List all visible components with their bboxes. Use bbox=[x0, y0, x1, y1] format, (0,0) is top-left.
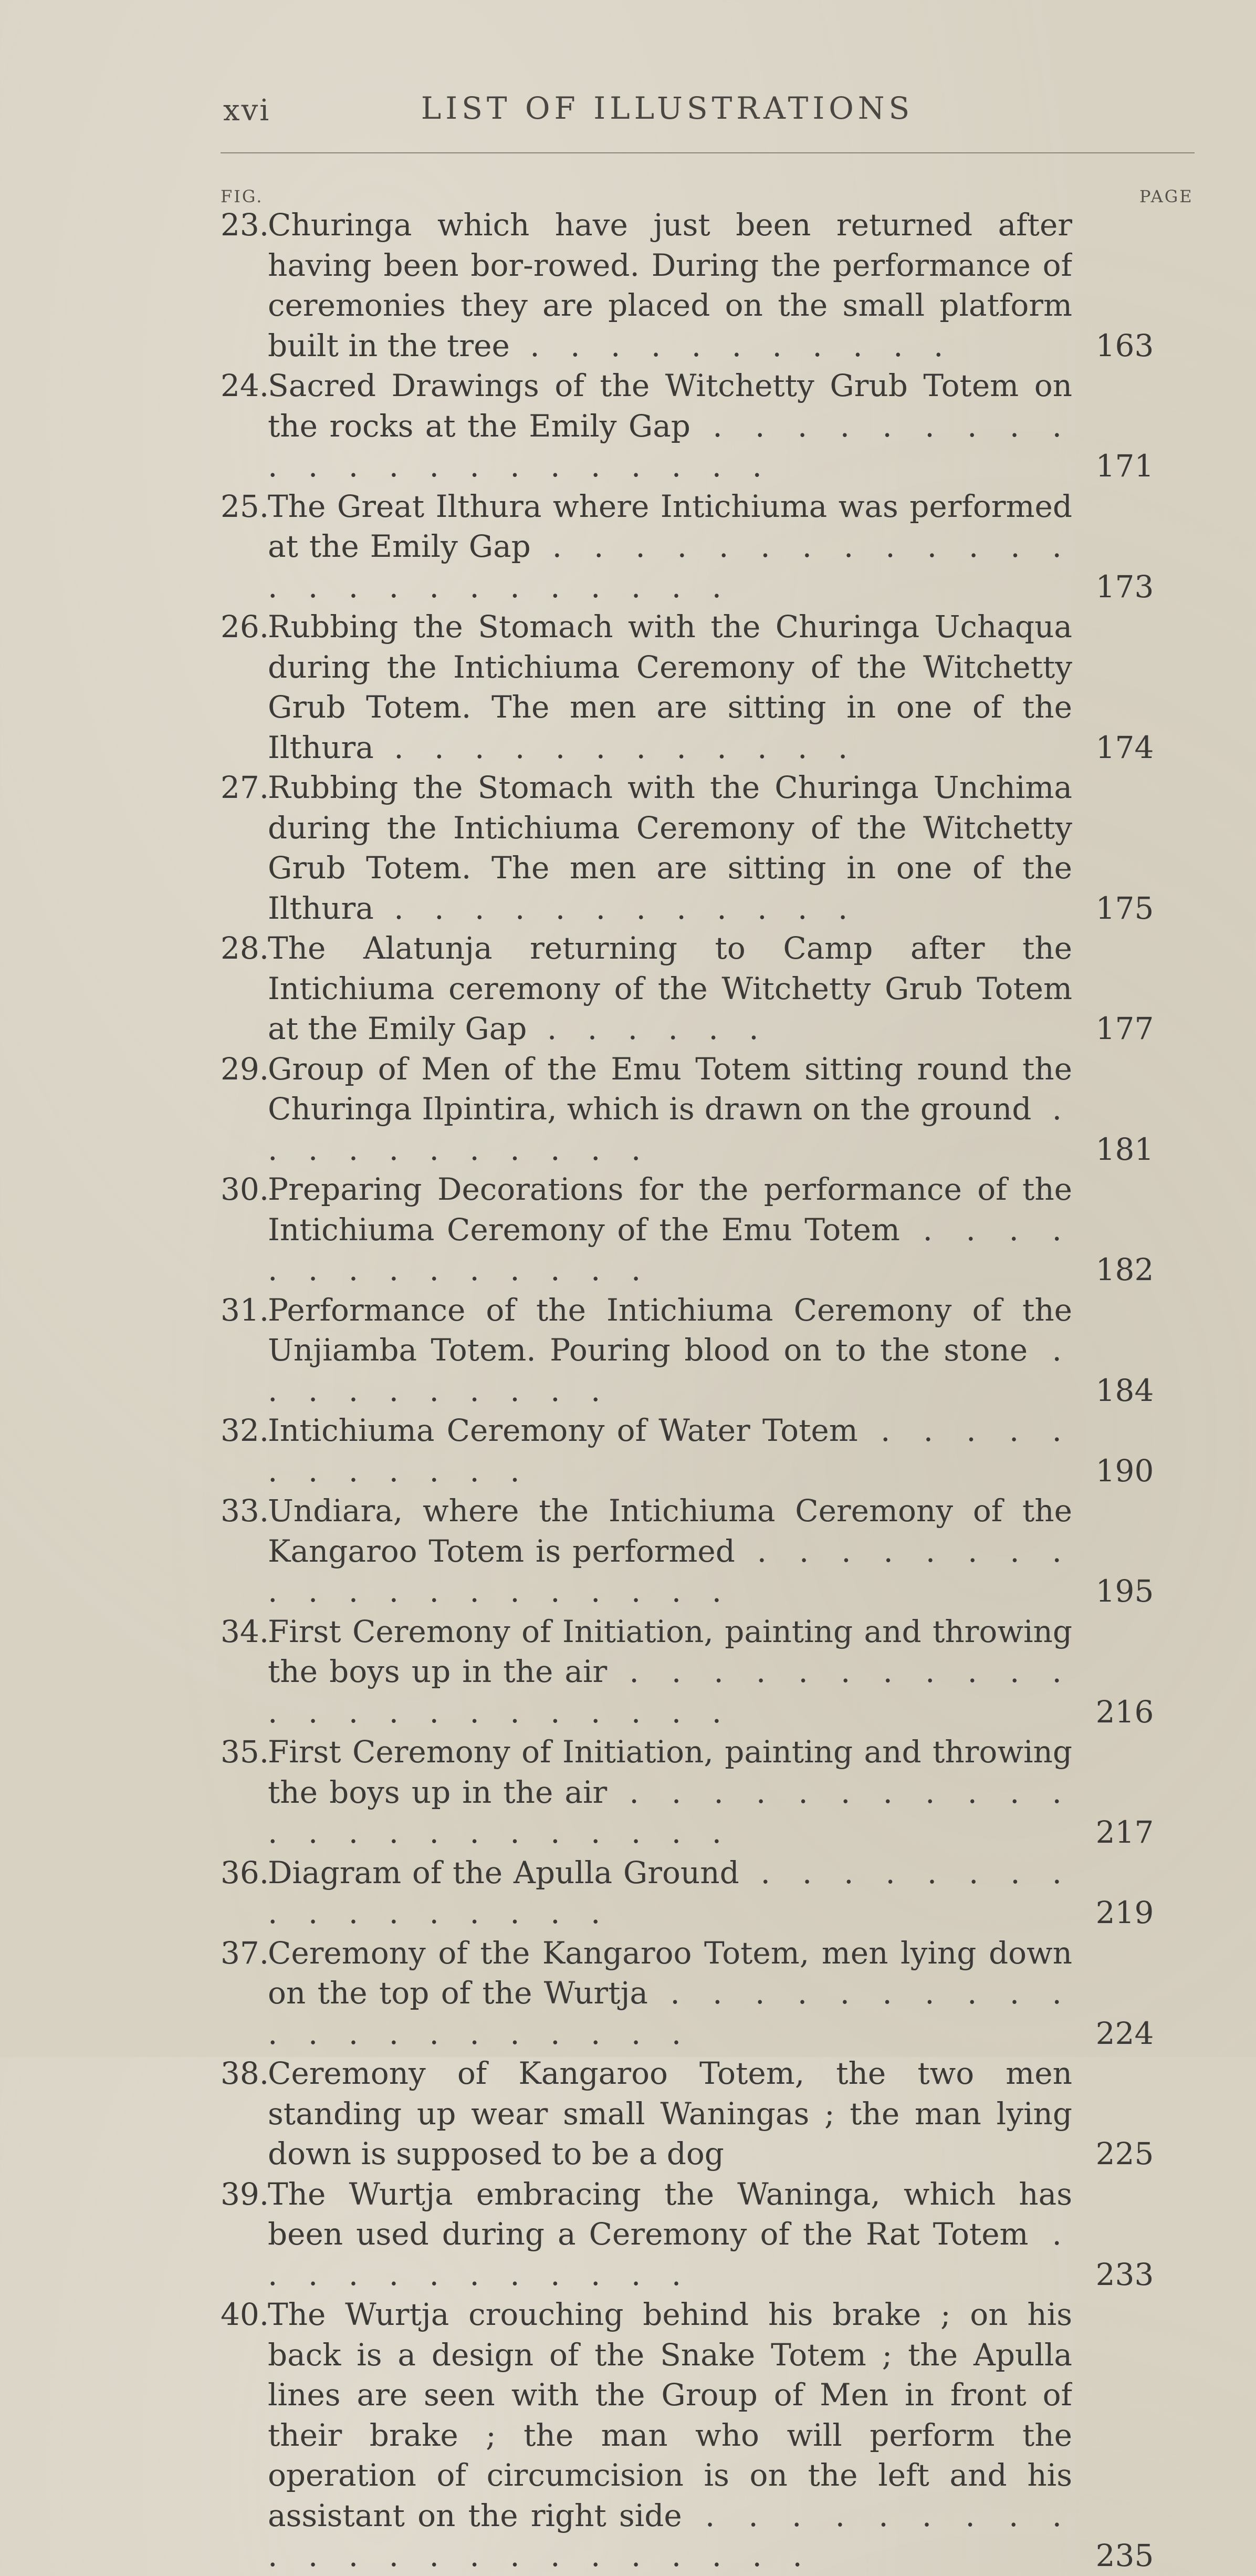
figure-caption: Diagram of the Apulla Ground . . . . . . . . . . . . . . . . . bbox=[268, 1854, 1072, 1930]
figure-number: 27. bbox=[221, 770, 269, 805]
list-item bbox=[221, 607, 1213, 767]
list-item bbox=[221, 1612, 1213, 1732]
figure-caption: Ceremony of the Kangaroo Totem, men lying down on the top of the Wurtja . . . . . . . . . . . . . . . . . . . . . bbox=[268, 1935, 1072, 2051]
list-item bbox=[221, 366, 1213, 486]
page-ref: 219 bbox=[1095, 1895, 1154, 1930]
figure-caption: The Wurtja embracing the Waninga, which has been used during a Ceremony of the Rat Totem . . . . . . . . . . . . bbox=[268, 2176, 1072, 2292]
figure-caption: Intichiuma Ceremony of Water Totem . . . . . . . . . . . . bbox=[268, 1412, 1072, 1489]
list-item bbox=[221, 1933, 1213, 2054]
illustration-list bbox=[221, 205, 1213, 2576]
figure-number: 30. bbox=[221, 1171, 269, 1207]
figure-caption: Undiara, where the Intichiuma Ceremony of the Kangaroo Totem is performed . . . . . . . . . . . . . . . . . . . . bbox=[268, 1493, 1072, 1609]
figure-caption: First Ceremony of Initiation, painting and throwing the boys up in the air . . . . . . . . . . . . . . . . . . . . . . . bbox=[268, 1734, 1072, 1850]
page-ref: 235 bbox=[1095, 2538, 1154, 2573]
page-ref: 190 bbox=[1095, 1452, 1154, 1489]
figure-number: 29. bbox=[221, 1051, 269, 1087]
list-item bbox=[221, 1290, 1213, 1411]
page-ref: 171 bbox=[1095, 448, 1154, 484]
page-number: xvi bbox=[223, 94, 271, 128]
figure-caption: Group of Men of the Emu Totem sitting round the Churinga Ilpintira, which is drawn on the ground . . . . . . . . . . . bbox=[268, 1051, 1072, 1167]
page-ref: 182 bbox=[1095, 1252, 1154, 1287]
page-ref: 173 bbox=[1095, 568, 1154, 605]
figure-caption: The Great Ilthura where Intichiuma was performed at the Emily Gap . . . . . . . . . . . . . . . . . . . . . . . . . bbox=[268, 488, 1072, 605]
figure-number: 28. bbox=[221, 930, 269, 966]
page-ref: 216 bbox=[1095, 1694, 1154, 1730]
page-ref: 184 bbox=[1095, 1372, 1154, 1408]
figure-number: 39. bbox=[221, 2176, 269, 2212]
page-ref: 233 bbox=[1095, 2256, 1154, 2292]
list-item bbox=[221, 1853, 1213, 1933]
list-item bbox=[221, 928, 1213, 1049]
list-item bbox=[221, 2053, 1213, 2174]
figure-caption: Performance of the Intichiuma Ceremony of the Unjiamba Totem. Pouring blood on to the stone . . . . . . . . . . bbox=[268, 1292, 1072, 1408]
list-item bbox=[221, 1410, 1213, 1491]
figure-caption: Preparing Decorations for the performance of the Intichiuma Ceremony of the Emu Totem . . . . . . . . . . . . . . bbox=[268, 1171, 1072, 1287]
fig-column-label: FIG. bbox=[221, 186, 264, 206]
list-item bbox=[221, 2174, 1213, 2295]
figure-caption: Churinga which have just been returned after having been bor-rowed. During the performance of ceremonies they are placed on the small platform built in the tree . . . . . . . . . . . bbox=[268, 207, 1072, 363]
figure-number: 37. bbox=[221, 1935, 269, 1971]
figure-caption: Rubbing the Stomach with the Churinga Unchima during the Intichiuma Ceremony of the Witchetty Grub Totem. The men are sitting in one of the Ilthura . . . . . . . . . . . . bbox=[268, 770, 1072, 926]
page-ref: 181 bbox=[1095, 1131, 1154, 1167]
figure-number: 38. bbox=[221, 2055, 269, 2091]
list-item bbox=[221, 1049, 1213, 1170]
page-ref: 163 bbox=[1095, 327, 1154, 363]
figure-caption: Ceremony of Kangaroo Totem, the two men standing up wear small Waningas ; the man lying down is supposed to be a dog bbox=[268, 2055, 1072, 2172]
page-ref: 224 bbox=[1095, 2015, 1154, 2051]
figure-number: 23. bbox=[221, 207, 269, 243]
figure-number: 36. bbox=[221, 1854, 269, 1891]
figure-number: 25. bbox=[221, 488, 269, 524]
list-item bbox=[221, 486, 1213, 607]
list-item bbox=[221, 1732, 1213, 1853]
header-rule bbox=[221, 152, 1195, 153]
figure-caption: Sacred Drawings of the Witchetty Grub Totem on the rocks at the Emily Gap . . . . . . . . . . . . . . . . . . . . . . bbox=[268, 368, 1072, 484]
figure-number: 32. bbox=[221, 1412, 269, 1448]
list-item bbox=[221, 1169, 1213, 1290]
list-item bbox=[221, 2294, 1213, 2576]
list-item bbox=[221, 205, 1213, 366]
figure-caption: The Wurtja crouching behind his brake ; on his back is a design of the Snake Totem ; the Apulla lines are seen with the Group of Men in front of their brake ; the man who will perform the operation of circumcision is on the left and his assistant on the right side . . . . . . . . . . . . . . . . . . . . . . . bbox=[268, 2297, 1072, 2573]
figure-caption: First Ceremony of Initiation, painting and throwing the boys up in the air . . . . . . . . . . . . . . . . . . . . . . . bbox=[268, 1613, 1072, 1730]
list-item bbox=[221, 767, 1213, 928]
page-ref: 195 bbox=[1095, 1573, 1154, 1609]
page-ref: 177 bbox=[1095, 1011, 1154, 1046]
list-item bbox=[221, 1491, 1213, 1612]
figure-number: 35. bbox=[221, 1734, 269, 1770]
page-ref: 217 bbox=[1095, 1814, 1154, 1850]
page-column-label: PAGE bbox=[1139, 186, 1194, 206]
figure-number: 40. bbox=[221, 2297, 269, 2332]
figure-number: 24. bbox=[221, 368, 269, 403]
figure-caption: The Alatunja returning to Camp after the Intichiuma ceremony of the Witchetty Grub Totem at the Emily Gap . . . . . . bbox=[268, 930, 1072, 1046]
figure-number: 33. bbox=[221, 1493, 269, 1529]
page-ref: 225 bbox=[1095, 2136, 1154, 2172]
page-title: LIST OF ILLUSTRATIONS bbox=[421, 90, 914, 126]
figure-number: 26. bbox=[221, 609, 269, 645]
page-ref: 174 bbox=[1095, 729, 1154, 765]
figure-number: 31. bbox=[221, 1292, 269, 1328]
page-ref: 175 bbox=[1095, 890, 1154, 926]
figure-number: 34. bbox=[221, 1613, 269, 1649]
figure-caption: Rubbing the Stomach with the Churinga Uchaqua during the Intichiuma Ceremony of the Witchetty Grub Totem. The men are sitting in one of the Ilthura . . . . . . . . . . . . bbox=[268, 609, 1072, 765]
